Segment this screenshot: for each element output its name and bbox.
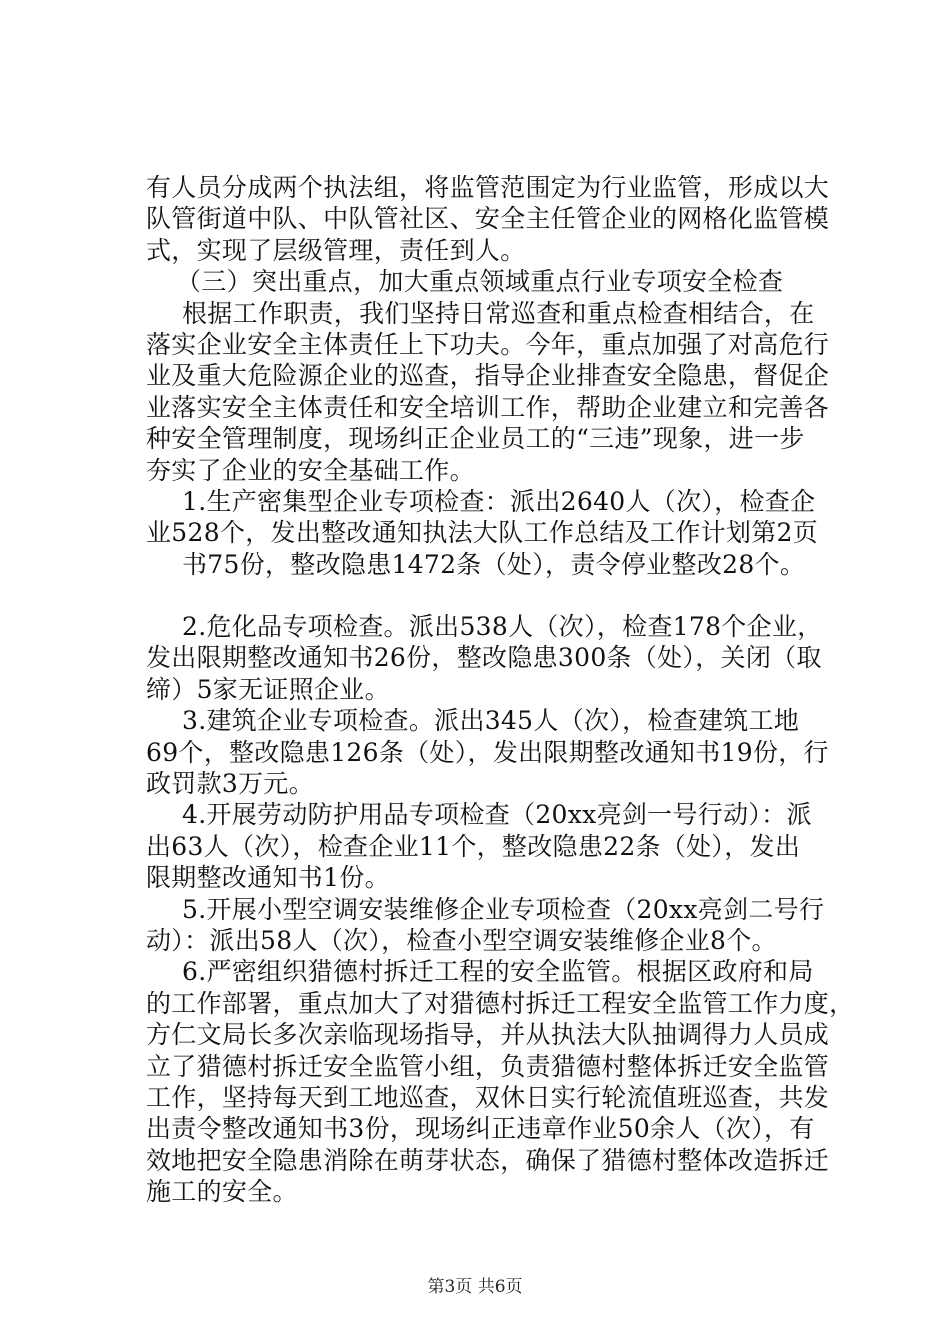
paragraph-line: 落实企业安全主体责任上下功夫。今年，重点加强了对高危行 [146,329,830,359]
list-item-line: 3.建筑企业专项检查。派出345人（次），检查建筑工地 [182,706,800,736]
paragraph-line: 队管街道中队、中队管社区、安全主任管企业的网格化监管模 [146,204,830,234]
page-number-footer: 第3页 共6页 [427,1277,523,1297]
list-item-line: 政罚款3万元。 [146,769,315,799]
list-item-line: 5.开展小型空调安装维修企业专项检查（20xx亮剑二号行 [182,894,825,924]
list-item-line: 的工作部署，重点加大了对猎德村拆迁工程安全监管工作力度， [146,988,855,1018]
paragraph-line: 根据工作职责，我们坚持日常巡查和重点检查相结合，在 [182,298,815,328]
paragraph-line: 业及重大危险源企业的巡查，指导企业排查安全隐患，督促企 [146,361,830,391]
list-item-line: 1.生产密集型企业专项检查：派出2640人（次），检查企 [182,486,816,516]
paragraph-line: 夯实了企业的安全基础工作。 [146,455,475,485]
list-item-line: 2.危化品专项检查。派出538人（次），检查178个企业， [182,612,823,642]
list-item-line: 出责令整改通知书3份，现场纠正违章作业50余人（次），有 [146,1114,815,1144]
list-item-line: 动）：派出58人（次），检查小型空调安装维修企业8个。 [146,925,777,955]
list-item-line: 4.开展劳动防护用品专项检查（20xx亮剑一号行动）：派 [182,800,812,830]
list-item-line: 工作，坚持每天到工地巡查，双休日实行轮流值班巡查，共发 [146,1082,830,1112]
list-item-line: 立了猎德村拆迁安全监管小组，负责猎德村整体拆迁安全监管 [146,1051,830,1081]
list-item-line: 限期整改通知书1份。 [146,863,390,893]
paragraph-line: 式，实现了层级管理，责任到人。 [146,235,526,265]
paragraph-line: 业落实安全主体责任和安全培训工作，帮助企业建立和完善各 [146,392,830,422]
list-item-line: 施工的安全。 [146,1177,298,1207]
list-item-line: 6.严密组织猎德村拆迁工程的安全监管。根据区政府和局 [182,957,814,987]
list-item-line: 69个，整改隐患126条（处），发出限期整改通知书19份，行 [146,737,829,767]
list-item-line: 书75份，整改隐患1472条（处），责令停业整改28个。 [182,549,806,579]
paragraph-line: 种安全管理制度，现场纠正企业员工的“三违”现象，进一步 [146,424,805,454]
list-item-line: 方仁文局长多次亲临现场指导，并从执法大队抽调得力人员成 [146,1020,830,1050]
section-heading: （三）突出重点，加大重点领域重点行业专项安全检查 [176,267,784,297]
list-item-line: 发出限期整改通知书26份，整改隐患300条（处），关闭（取 [146,643,822,673]
list-item-line: 缔）5家无证照企业。 [146,674,390,704]
paragraph-line: 有人员分成两个执法组，将监管范围定为行业监管，形成以大 [146,173,830,202]
blank-gap [146,580,836,611]
list-item-line: 出63人（次），检查企业11个，整改隐患22条（处），发出 [146,831,801,861]
list-item-line: 效地把安全隐患消除在萌芽状态，确保了猎德村整体改造拆迁 [146,1145,830,1175]
list-item-line: 业528个，发出整改通知执法大队工作总结及工作计划第2页 [146,518,819,548]
document-body [146,172,855,1208]
